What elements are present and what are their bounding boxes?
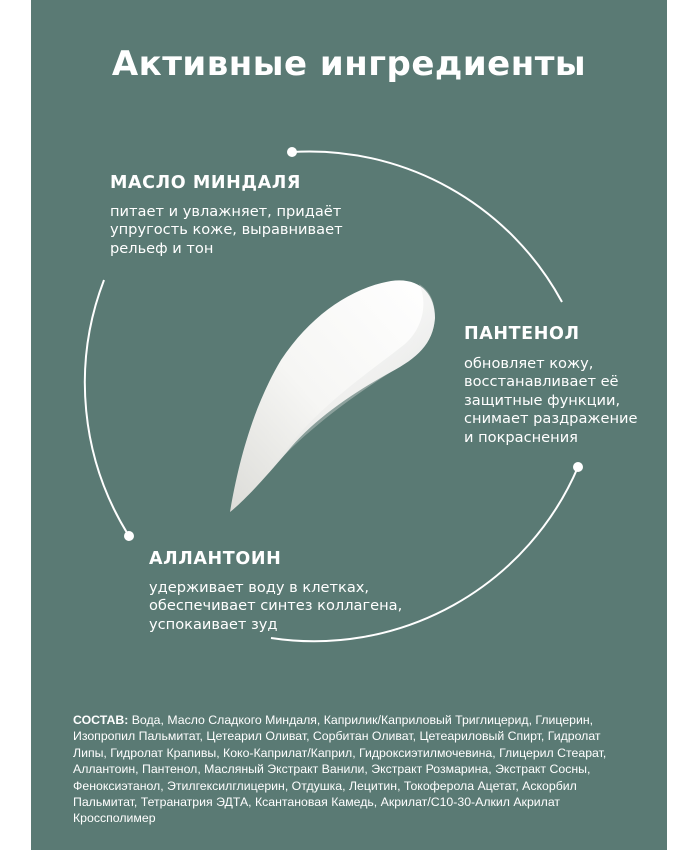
composition-text [73, 712, 633, 827]
ingredient-name-panthenol: ПАНТЕНОЛ [464, 324, 580, 344]
arc-dot-left [124, 531, 134, 541]
product-infographic-panel [31, 0, 667, 850]
ingredient-description-allantoin: удерживает воду в клетках, обеспечивает синтез коллагена, успокаивает зуд [149, 579, 403, 633]
circle-arc-left [85, 280, 129, 536]
cream-smear-image [230, 280, 435, 512]
composition-ingredients-list: Вода, Масло Сладкого Миндаля, Каприлик/Каприловый Триглицерид, Глицерин, Изопропил Пальмитат, Цетеарил Оливат, Сорбитан Оливат, Цетеариловый Спирт, Гидролат Липы, Гидролат Крапивы, Коко-Каприлат/Каприл, Гидроксиэтилмочевина, Глицерил Стеарат, Аллантоин, Пантенол, Масляный Экстракт Ванили, Экстракт Розмарина, Экстракт Сосны, Феноксиэтанол, Этилгексилглицерин, Отдушка, Лецитин, Токоферола Ацетат, Аскорбил Пальмитат, Тетранатрия ЭДТА, Ксантановая Камедь, Акрилат/С10-30-Алкил Акрилат Кроссполимер [73, 713, 607, 826]
arc-dot-top [287, 147, 297, 157]
ingredient-name-almond-oil: МАСЛО МИНДАЛЯ [110, 173, 301, 193]
arc-dot-right [573, 462, 583, 472]
ingredient-description-almond-oil: питает и увлажняет, придаёт упругость коже, выравнивает рельеф и тон [110, 203, 343, 257]
ingredient-description-panthenol: обновляет кожу, восстанавливает её защитные функции, снимает раздражение и покраснения [464, 355, 638, 446]
page-title: Активные ингредиенты [111, 44, 587, 84]
ingredient-name-allantoin: АЛЛАНТОИН [149, 549, 282, 569]
composition-label: СОСТАВ: [73, 713, 129, 727]
